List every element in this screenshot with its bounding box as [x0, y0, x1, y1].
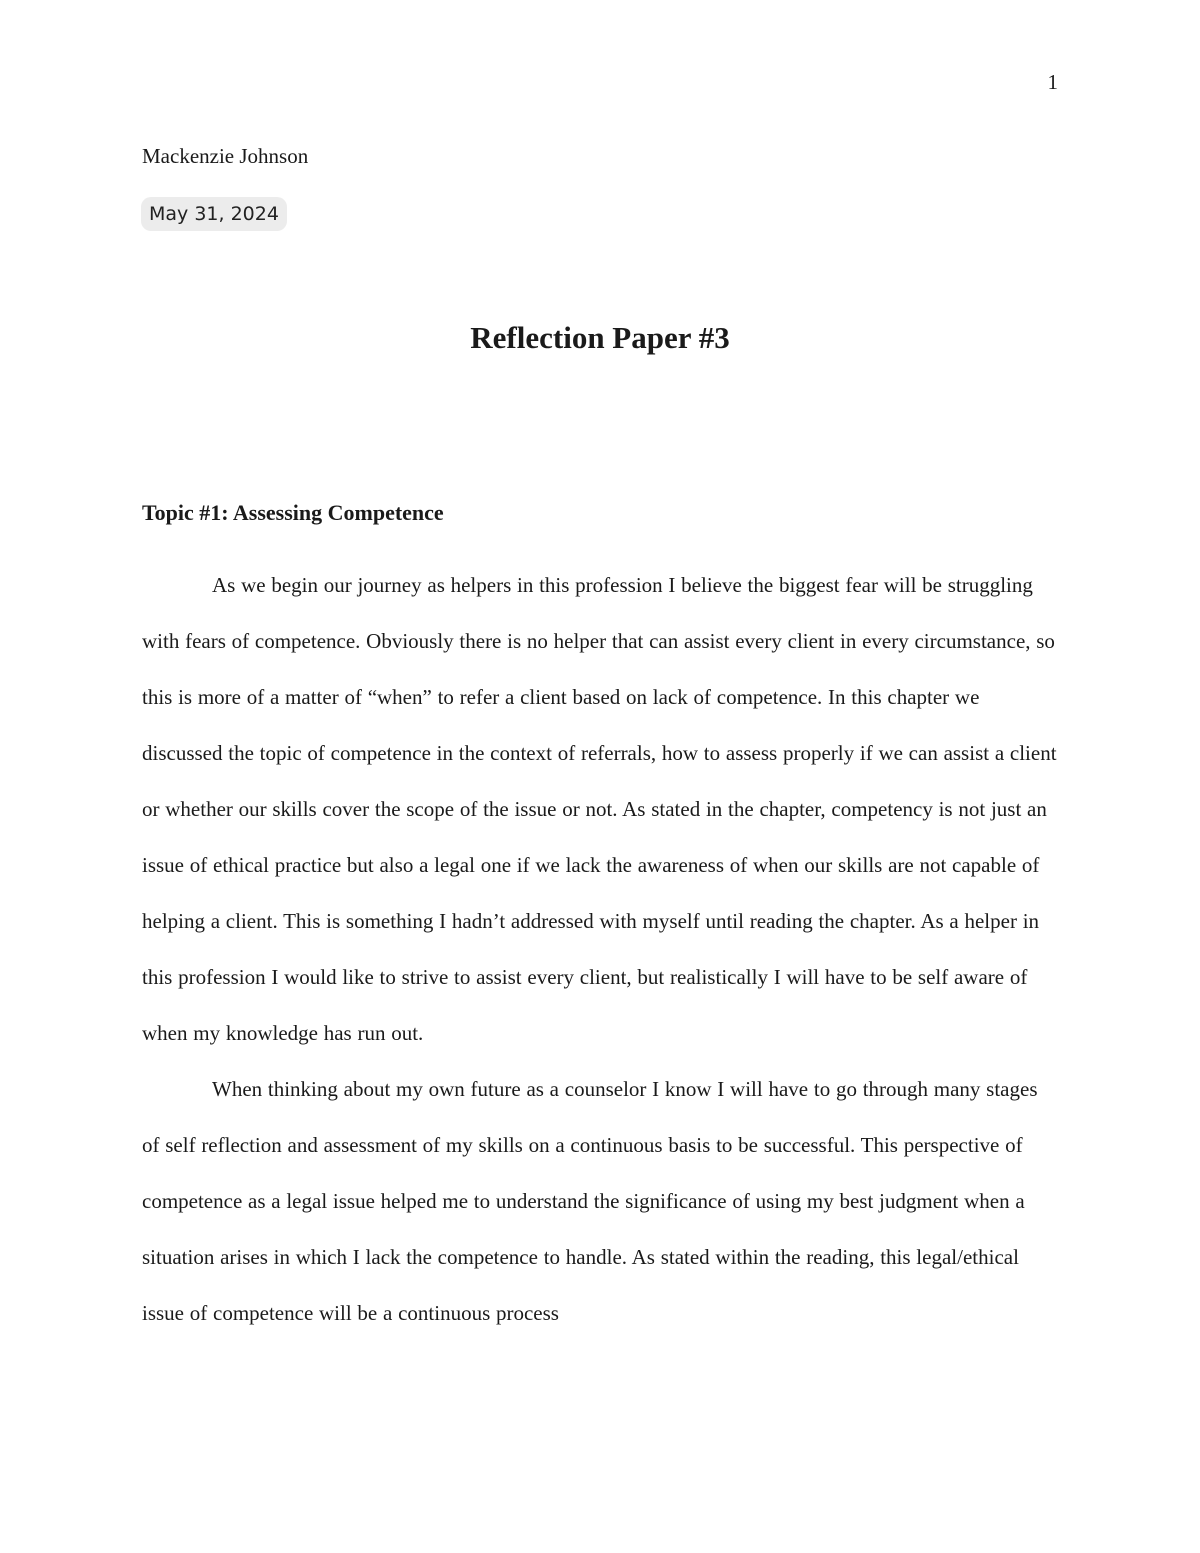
date-chip[interactable]: May 31, 2024 — [141, 197, 287, 231]
topic-heading: Topic #1: Assessing Competence — [142, 500, 444, 525]
page-number: 1 — [1047, 70, 1058, 94]
paragraph-2: When thinking about my own future as a counselor I know I will have to go through many stages of self reflection and assessment of my skills on a continuous basis to be successful. This perspective of competence as a legal issue helped me to understand the significance of using my best judgment when a situation arises in which I lack the competence to handle. As stated within the reading, this legal/ethical issue of competence will be a continuous process — [142, 1077, 1038, 1325]
author-name: Mackenzie Johnson — [142, 144, 309, 168]
paragraph-1: As we begin our journey as helpers in this profession I believe the biggest fear will be struggling with fears of competence. Obviously there is no helper that can assist every client in every circumstance, so this is more of a matter of “when” to refer a client based on lack of competence. In this chapter we discussed the topic of competence in the context of referrals, how to assess properly if we can assist a client or whether our skills cover the scope of the issue or not. As stated in the chapter, competency is not just an issue of ethical practice but also a legal one if we lack the awareness of when our skills are not capable of helping a client. This is something I hadn’t addressed with myself until reading the chapter. As a helper in this profession I would like to strive to assist every client, but realistically I will have to be self aware of when my knowledge has run out. — [142, 573, 1057, 1045]
page-title: Reflection Paper #3 — [470, 320, 730, 355]
document-body — [142, 557, 1058, 1341]
